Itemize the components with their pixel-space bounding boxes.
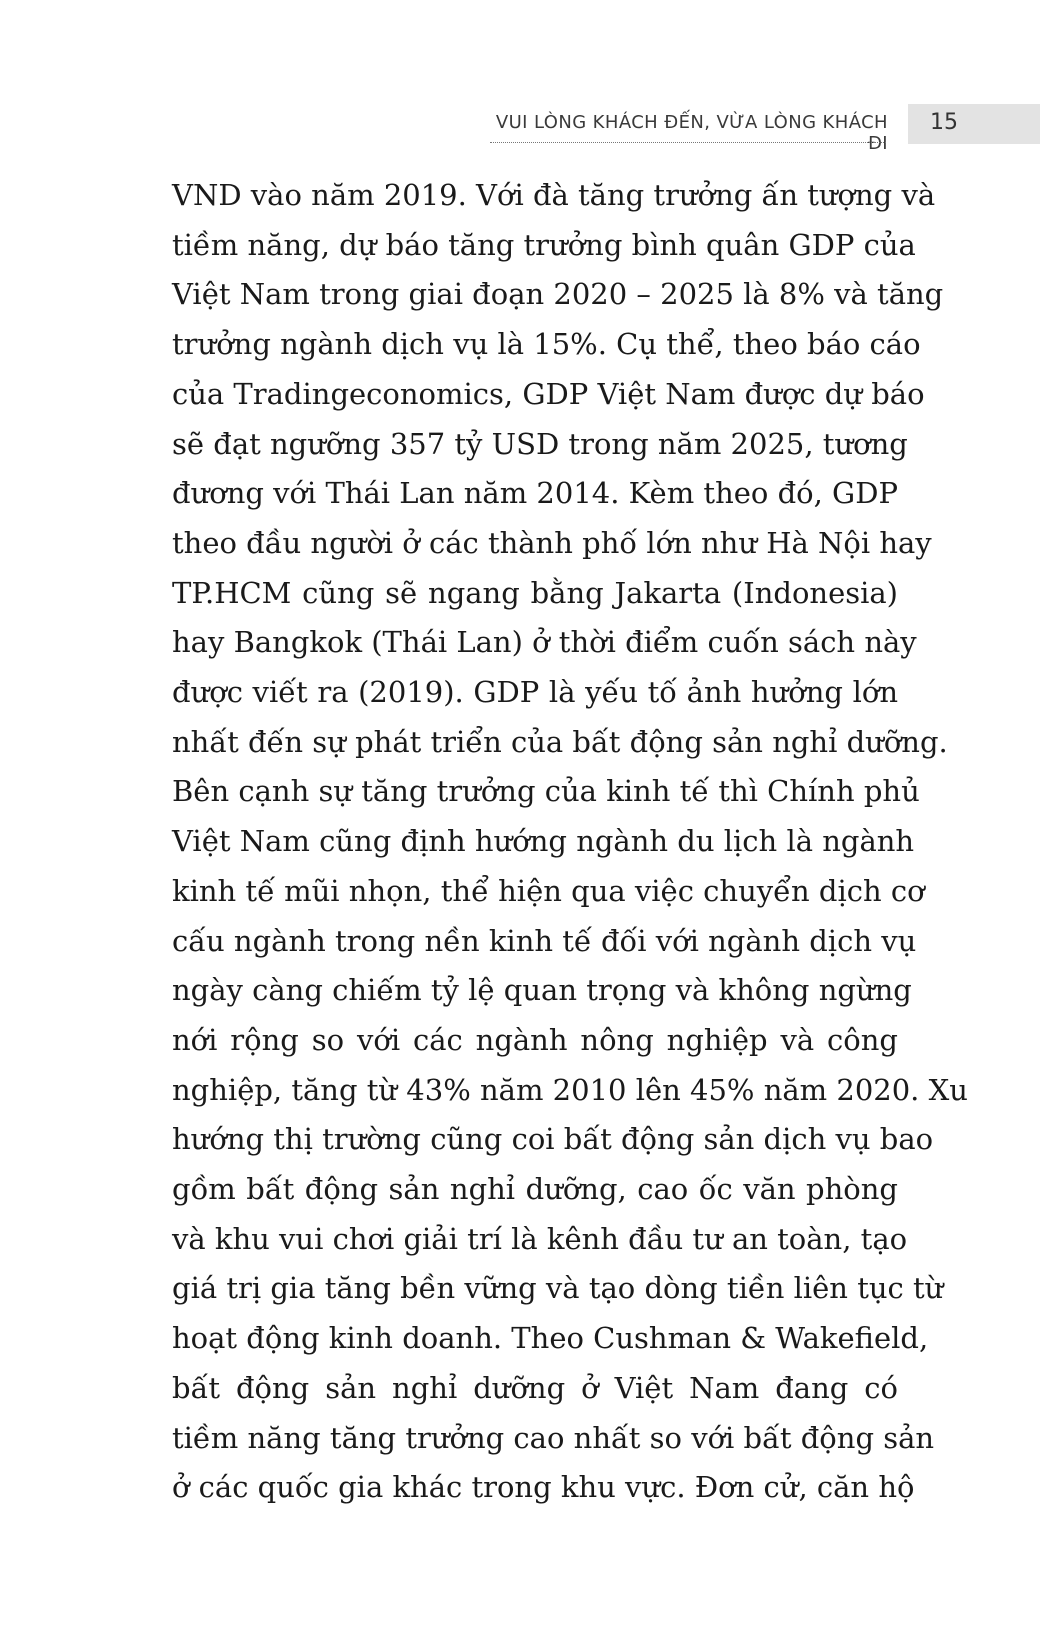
text-line: hướng thị trường cũng coi bất động sản dịch vụ bao (172, 1122, 934, 1157)
text-line: hoạt động kinh doanh. Theo Cushman & Wakefield, (172, 1321, 929, 1356)
header-dotted-rule (490, 142, 886, 143)
running-header (488, 104, 1040, 154)
text-line: tiềm năng tăng trưởng cao nhất so với bất động sản (172, 1420, 935, 1455)
text-line: ở các quốc gia khác trong khu vực. Đơn cử, căn hộ (172, 1470, 915, 1505)
text-line: đương với Thái Lan năm 2014. Kèm theo đó, GDP (172, 476, 898, 511)
text-line: bất động sản nghỉ dưỡng ở Việt Nam đang có (172, 1370, 898, 1405)
text-line: nhất đến sự phát triển của bất động sản nghỉ dưỡng. (172, 724, 948, 759)
text-line: Việt Nam cũng định hướng ngành du lịch là ngành (172, 824, 915, 859)
text-line: kinh tế mũi nhọn, thể hiện qua việc chuyển dịch cơ (172, 873, 925, 908)
page-number: 15 (930, 110, 958, 135)
text-line: Bên cạnh sự tăng trưởng của kinh tế thì Chính phủ (172, 774, 920, 809)
running-title: VUI LÒNG KHÁCH ĐẾN, VỪA LÒNG KHÁCH ĐI (495, 112, 888, 154)
text-line: TP.HCM cũng sẽ ngang bằng Jakarta (Indonesia) (172, 575, 898, 610)
text-line: VND vào năm 2019. Với đà tăng trưởng ấn tượng và (172, 178, 936, 212)
text-line: nghiệp, tăng từ 43% năm 2010 lên 45% năm 2020. Xu (172, 1072, 968, 1107)
text-line: giá trị gia tăng bền vững và tạo dòng tiền liên tục từ (172, 1271, 944, 1306)
body-paragraph (172, 171, 968, 1513)
text-line: sẽ đạt ngưỡng 357 tỷ USD trong năm 2025, tương (172, 426, 908, 461)
page-number-tab (908, 104, 1040, 144)
text-line: ngày càng chiếm tỷ lệ quan trọng và không ngừng (172, 973, 912, 1008)
text-line: của Tradingeconomics, GDP Việt Nam được dự báo (172, 376, 925, 411)
text-line: hay Bangkok (Thái Lan) ở thời điểm cuốn sách này (172, 625, 917, 660)
text-line: Việt Nam trong giai đoạn 2020 – 2025 là 8% và tăng (172, 277, 944, 312)
text-line: trưởng ngành dịch vụ là 15%. Cụ thể, theo báo cáo (172, 327, 921, 362)
text-line: gồm bất động sản nghỉ dưỡng, cao ốc văn phòng (172, 1172, 898, 1207)
text-line: tiềm năng, dự báo tăng trưởng bình quân GDP của (172, 227, 916, 262)
text-line: theo đầu người ở các thành phố lớn như Hà Nội hay (172, 525, 932, 560)
text-line: được viết ra (2019). GDP là yếu tố ảnh hưởng lớn (172, 675, 898, 710)
text-line: nới rộng so với các ngành nông nghiệp và công (172, 1022, 898, 1057)
text-line: cấu ngành trong nền kinh tế đối với ngành dịch vụ (172, 923, 917, 958)
text-line: và khu vui chơi giải trí là kênh đầu tư an toàn, tạo (172, 1221, 908, 1256)
